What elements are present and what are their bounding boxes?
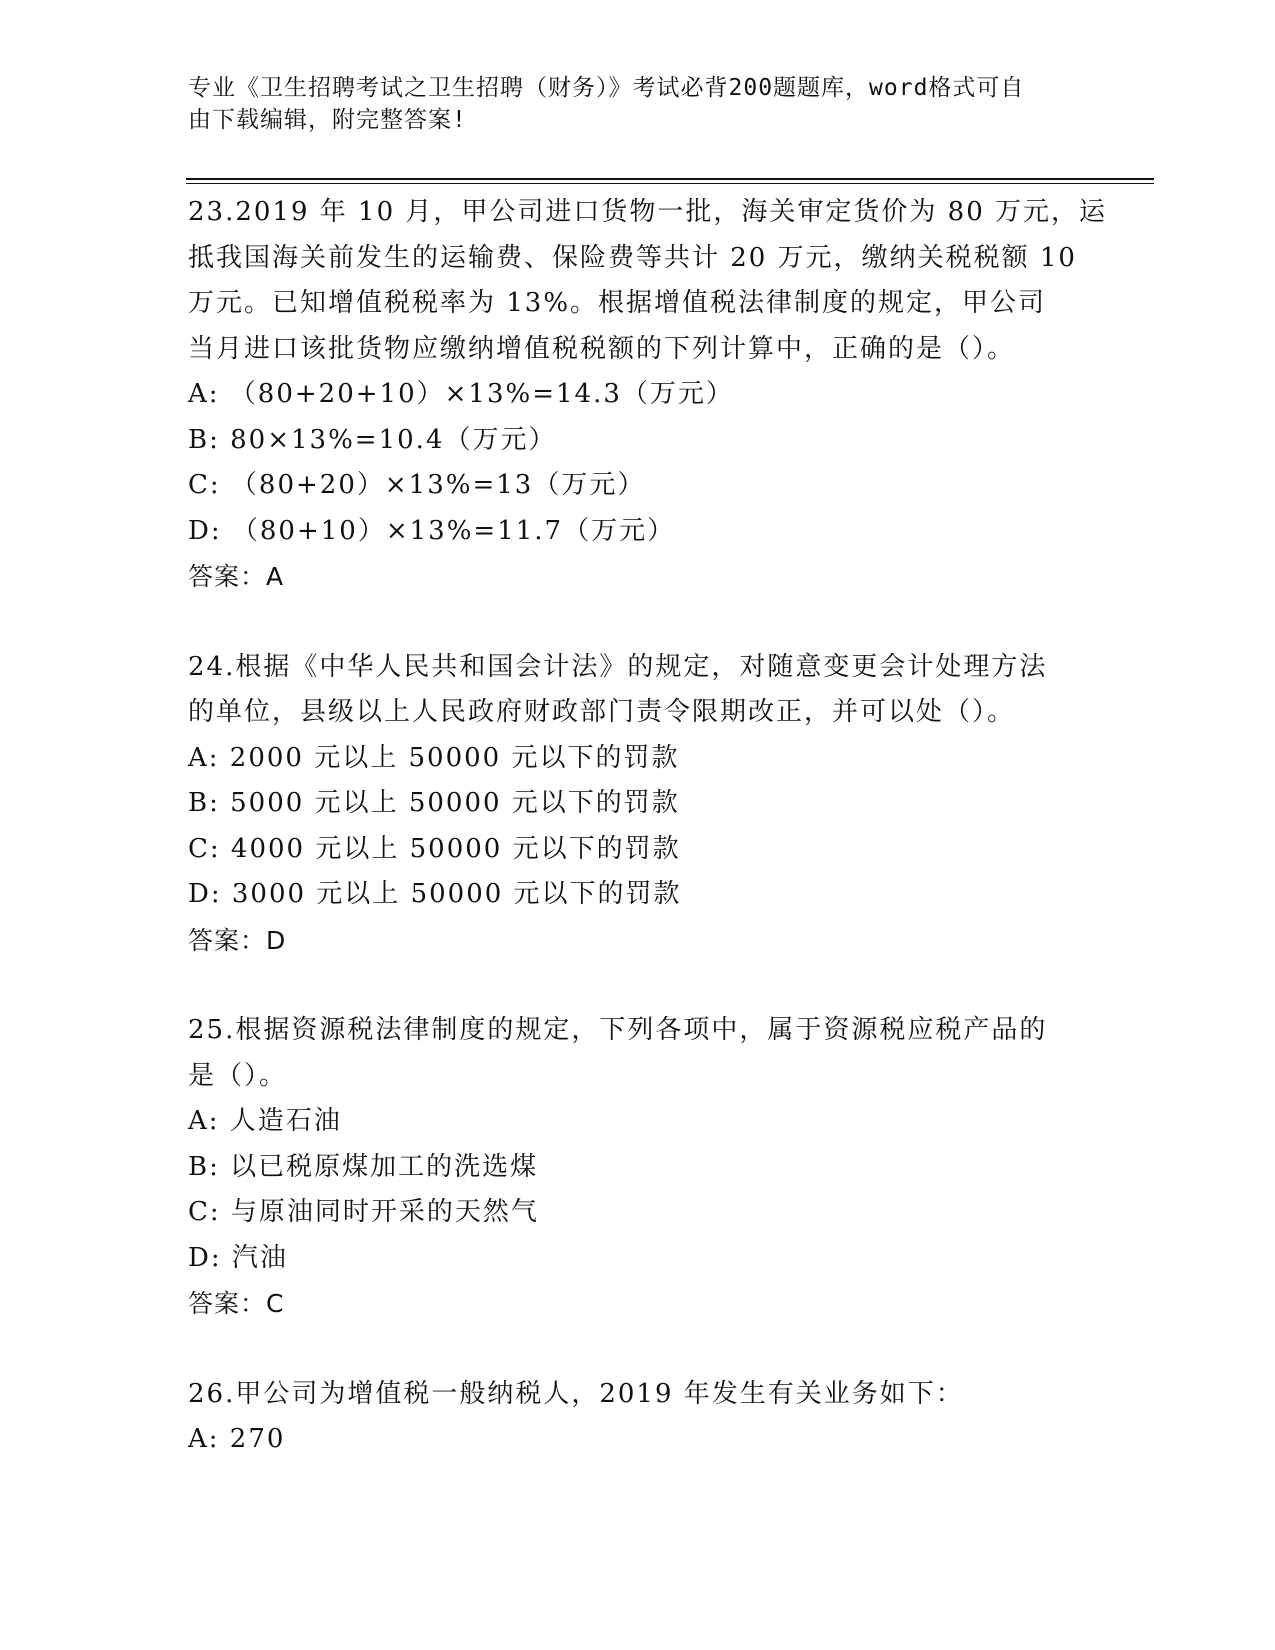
option-c: C: （80+20）×13%=13（万元） xyxy=(188,470,646,500)
question-gap xyxy=(188,1327,1088,1372)
option-c: C: 与原油同时开采的天然气 xyxy=(188,1197,539,1227)
option-b: B: 80×13%=10.4（万元） xyxy=(188,424,557,455)
question-list xyxy=(188,190,1108,1463)
question-stem-line: 的单位，县级以上人民政府财政部门责令限期改正，并可以处（）。 xyxy=(188,697,1016,727)
question-stem-line: 抵我国海关前发生的运输费、保险费等共计 20 万元，缴纳关税税额 10 xyxy=(188,242,1077,273)
header-title-line-1: 专业《卫生招聘考试之卫生招聘（财务）》考试必背200题题库，word格式可自 xyxy=(188,75,1025,101)
question-stem-line: 26.甲公司为增值税一般纳税人，2019 年发生有关业务如下： xyxy=(188,1378,964,1409)
question-stem-line: 万元。已知增值税税率为 13%。根据增值税法律制度的规定，甲公司 xyxy=(188,288,1047,318)
header-title-line-2: 由下载编辑，附完整答案! xyxy=(188,107,467,133)
option-d: D: 汽油 xyxy=(188,1242,288,1273)
option-d: D: （80+10）×13%=11.7（万元） xyxy=(188,515,676,546)
option-a: A: 2000 元以上 50000 元以下的罚款 xyxy=(188,742,680,773)
question-gap xyxy=(188,963,1088,1008)
option-c: C: 4000 元以上 50000 元以下的罚款 xyxy=(188,833,681,864)
header-divider-thin xyxy=(186,183,1154,184)
question-stem-line: 23.2019 年 10 月，甲公司进口货物一批，海关审定货价为 80 万元，运 xyxy=(188,197,1108,227)
question-stem-line: 24.根据《中华人民共和国会计法》的规定，对随意变更会计处理方法 xyxy=(188,651,1048,682)
question-stem-line: 25.根据资源税法律制度的规定，下列各项中，属于资源税应税产品的 xyxy=(188,1015,1048,1045)
question-stem-line: 是（）。 xyxy=(188,1060,288,1091)
option-d: D: 3000 元以上 50000 元以下的罚款 xyxy=(188,879,682,909)
question-gap xyxy=(188,600,1088,645)
answer-line: 答案：C xyxy=(188,1289,285,1318)
option-b: B: 5000 元以上 50000 元以下的罚款 xyxy=(188,788,680,818)
option-b: B: 以已税原煤加工的洗选煤 xyxy=(188,1151,539,1182)
option-a: A: 人造石油 xyxy=(188,1106,342,1136)
question-24 xyxy=(188,645,1088,964)
option-a: A: （80+20+10）×13%=14.3（万元） xyxy=(188,379,734,409)
answer-line: 答案：D xyxy=(188,925,287,955)
header-divider-thick xyxy=(186,178,1154,180)
question-stem-line: 当月进口该批货物应缴纳增值税税额的下列计算中，正确的是（）。 xyxy=(188,333,1016,364)
answer-line: 答案：A xyxy=(188,562,285,591)
question-25 xyxy=(188,1008,1088,1327)
document-header xyxy=(188,72,1088,136)
question-23 xyxy=(188,190,1108,600)
option-a: A: 270 xyxy=(188,1424,286,1454)
question-26 xyxy=(188,1372,1088,1463)
